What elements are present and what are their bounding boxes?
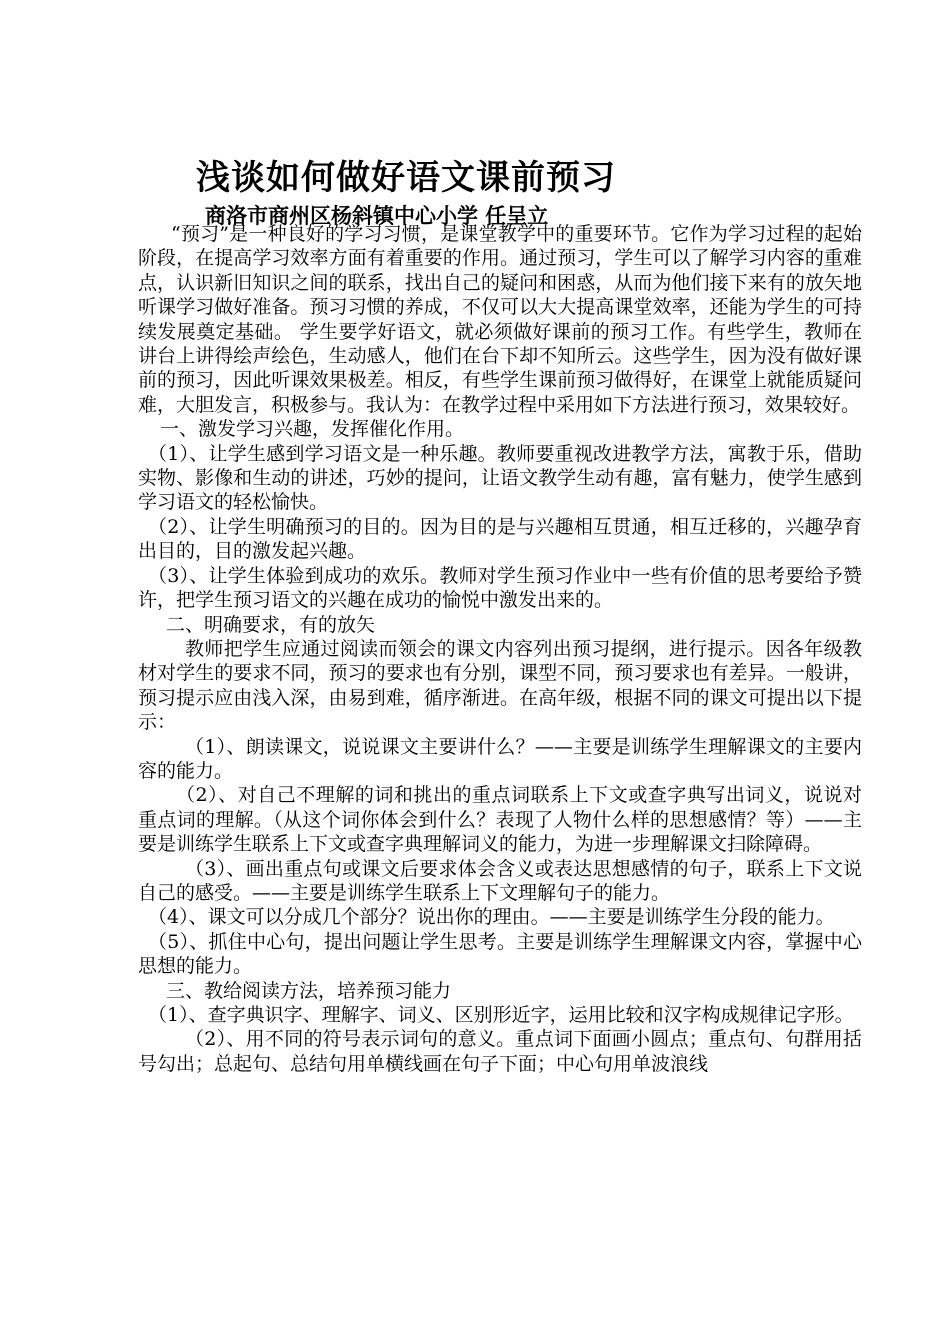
section-heading-3: 三、教给阅读方法，培养预习能力	[166, 979, 452, 1002]
paragraph-1-2: （2）、让学生明确预习的目的。因为目的是与兴趣相互贯通，相互迁移的，兴趣孕育出目的，目的激发起兴趣。	[138, 515, 862, 563]
paragraph-2-1: （1）、朗读课文，说说课文主要讲什么？——主要是训练学生理解课文的主要内容的能力。	[138, 735, 862, 782]
paragraph-2-intro: 教师把学生应通过阅读而领会的课文内容列出预习提纲，进行提示。因各年级教材对学生的要求不同，预习的要求也有分别，课型不同，预习要求也有差异。一般讲，预习提示应由浅入深，由易到难，循序渐进。在高年级，根据不同的课文可提出以下提示：	[138, 637, 862, 734]
document-title: 浅谈如何做好语文课前预习	[196, 158, 616, 198]
paragraph-3-1: （1）、查字典识字、理解字、词义、区别形近字，运用比较和汉字构成规律记字形。	[148, 1004, 854, 1026]
paragraph-2-2: （2）、对自己不理解的词和挑出的重点词联系上下文或查字典写出词义，说说对重点词的理解。（从这个词你体会到什么？表现了人物什么样的思想感情？等）——主要是训练学生联系上下文或查字典理解词义的能力，为进一步理解课文扫除障碍。	[138, 784, 862, 856]
author-line: 商洛市商州区杨斜镇中心小学 任呈立	[205, 203, 549, 228]
paragraph-2-4: （4）、课文可以分成几个部分？说出你的理由。——主要是训练学生分段的能力。	[148, 906, 835, 929]
section-heading-1: 一、激发学习兴趣，发挥催化作用。	[160, 418, 465, 441]
document-body	[138, 222, 862, 1076]
paragraph-3-2: （2）、用不同的符号表示词句的意义。重点词下面画小圆点；重点句、句群用括号勾出；总起句、总结句用单横线画在句子下面；中心句用单波浪线	[138, 1028, 862, 1075]
paragraph-intro: “预习”是一种良好的学习习惯，是课堂教学中的重要环节。它作为学习过程的起始阶段，在提高学习效率方面有着重要的作用。通过预习，学生可以了解学习内容的重难点，认识新旧知识之间的联系，找出自己的疑问和困惑，从而为他们接下来有的放矢地听课学习做好准备。预习习惯的养成，不仅可以大大提高课堂效率，还能为学生的可持续发展奠定基础。 学生要学好语文，就必须做好课前的预习工作。有些学生，教师在讲台上讲得绘声绘色，生动感人，他们在台下却不知所云。这些学生，因为没有做好课前的预习，因此听课效果极差。相反，有些学生课前预习做得好，在课堂上就能质疑问难，大胆发言，积极参与。我认为：在教学过程中采用如下方法进行预习，效果较好。	[138, 223, 862, 416]
paragraph-2-5: （5）、抓住中心句，提出问题让学生思考。主要是训练学生理解课文内容，掌握中心思想的能力。	[138, 930, 862, 978]
paragraph-1-3: （3）、让学生体验到成功的欢乐。教师对学生预习作业中一些有价值的思考要给予赞许，把学生预习语文的兴趣在成功的愉悦中激发出来的。	[138, 564, 862, 612]
section-heading-2: 二、明确要求，有的放矢	[166, 613, 376, 636]
paragraph-2-3: （3）、画出重点句或课文后要求体会含义或表达思想感情的句子，联系上下文说自己的感受。——主要是训练学生联系上下文理解句子的能力。	[138, 857, 862, 904]
paragraph-1-1: （1）、让学生感到学习语文是一种乐趣。教师要重视改进教学方法，寓教于乐，借助实物、影像和生动的讲述，巧妙的提问，让语文教学生动有趣，富有魅力，使学生感到学习语文的轻松愉快。	[138, 442, 862, 514]
